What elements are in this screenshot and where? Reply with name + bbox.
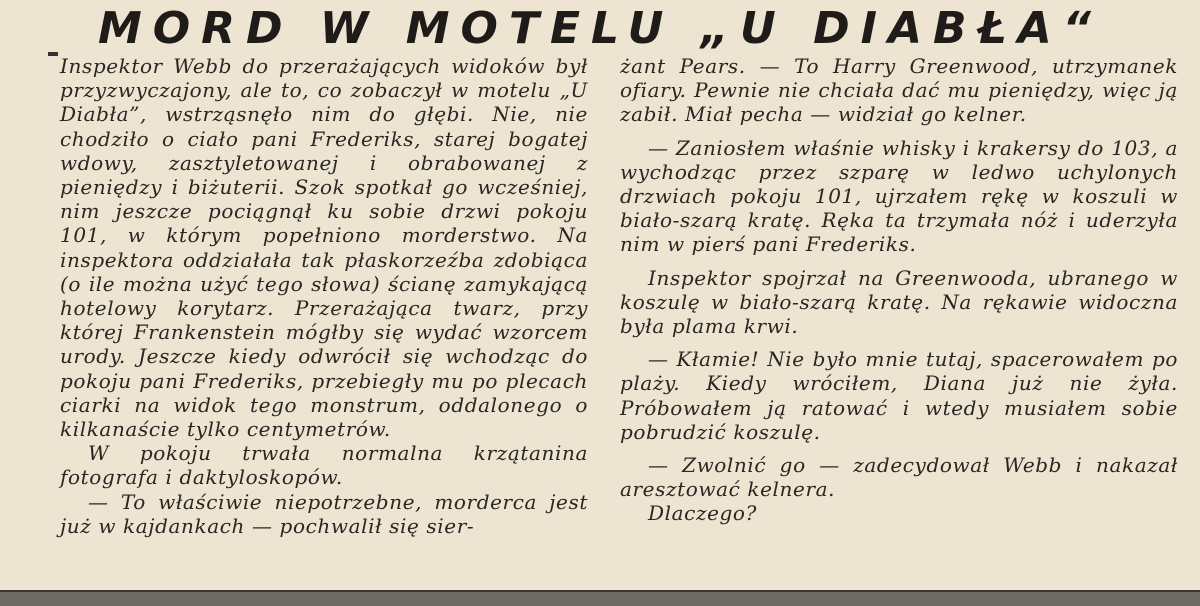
paragraph: — Kłamie! Nie było mnie tutaj, spacerowałem po plaży. Kiedy wróciłem, Diana już nie żyła. Próbowałem ją ratować i wtedy musiałem sobie pobrudzić koszulę. <box>620 347 1178 444</box>
bottom-border <box>0 592 1200 606</box>
paragraph: Inspektor Webb do przerażających widoków był przyzwyczajony, ale to, co zobaczył w motelu „U Diabła”, wstrząsnęło nim do głębi. Nie, nie chodziło o ciało pani Frederiks, starej bogatej wdowy, zasztyletowanej i obrabowanej z pieniędzy i biżuterii. Szok spotkał go wcześniej, nim jeszcze pociągnął ku sobie drzwi pokoju 101, w którym popełniono morderstwo. Na inspektora oddziałała tak płaskorzeźba zdobiąca (o ile można użyć tego słowa) ścianę zamykającą hotelowy korytarz. Przerażająca twarz, przy której Frankenstein mógłby się wydać wzorcem urody. Jeszcze kiedy odwrócił się wchodząc do pokoju pani Frederiks, przebiegły mu po plecach ciarki na widok tego monstrum, oddalonego o kilkanaście tylko centymetrów. <box>60 54 588 442</box>
paragraph: W pokoju trwała normalna krzątanina fotografa i daktyloskopów. <box>60 441 588 490</box>
paragraph: — To właściwie niepotrzebne, morderca jest już w kajdankach — pochwalił się sier- <box>60 489 588 538</box>
paragraph: — Zaniosłem właśnie whisky i krakersy do 103, a wychodząc przez szparę w ledwo uchylonych drzwiach pokoju 101, ujrzałem rękę w koszuli w biało-szarą kratę. Ręka ta trzymała nóż i uderzyła nim w pierś pani Frederiks. <box>620 135 1178 257</box>
right-column <box>620 54 1178 526</box>
article-title: MORD W MOTELU „U DIABŁA“ <box>97 3 1102 54</box>
paragraph: Inspektor spojrzał na Greenwooda, ubranego w koszulę w biało-szarą kratę. Na rękawie widoczna była plama krwi. <box>620 265 1178 339</box>
closing-question: Dlaczego? <box>648 501 757 526</box>
paragraph: żant Pears. — To Harry Greenwood, utrzymanek ofiary. Pewnie nie chciała dać mu pieniędzy, więc ją zabił. Miał pecha — widział go kelner. <box>620 54 1178 127</box>
paragraph: — Zwolnić go — zadecydował Webb i nakazał aresztować kelnera. <box>620 453 1178 502</box>
left-column <box>60 54 588 538</box>
opening-mark <box>48 52 58 56</box>
